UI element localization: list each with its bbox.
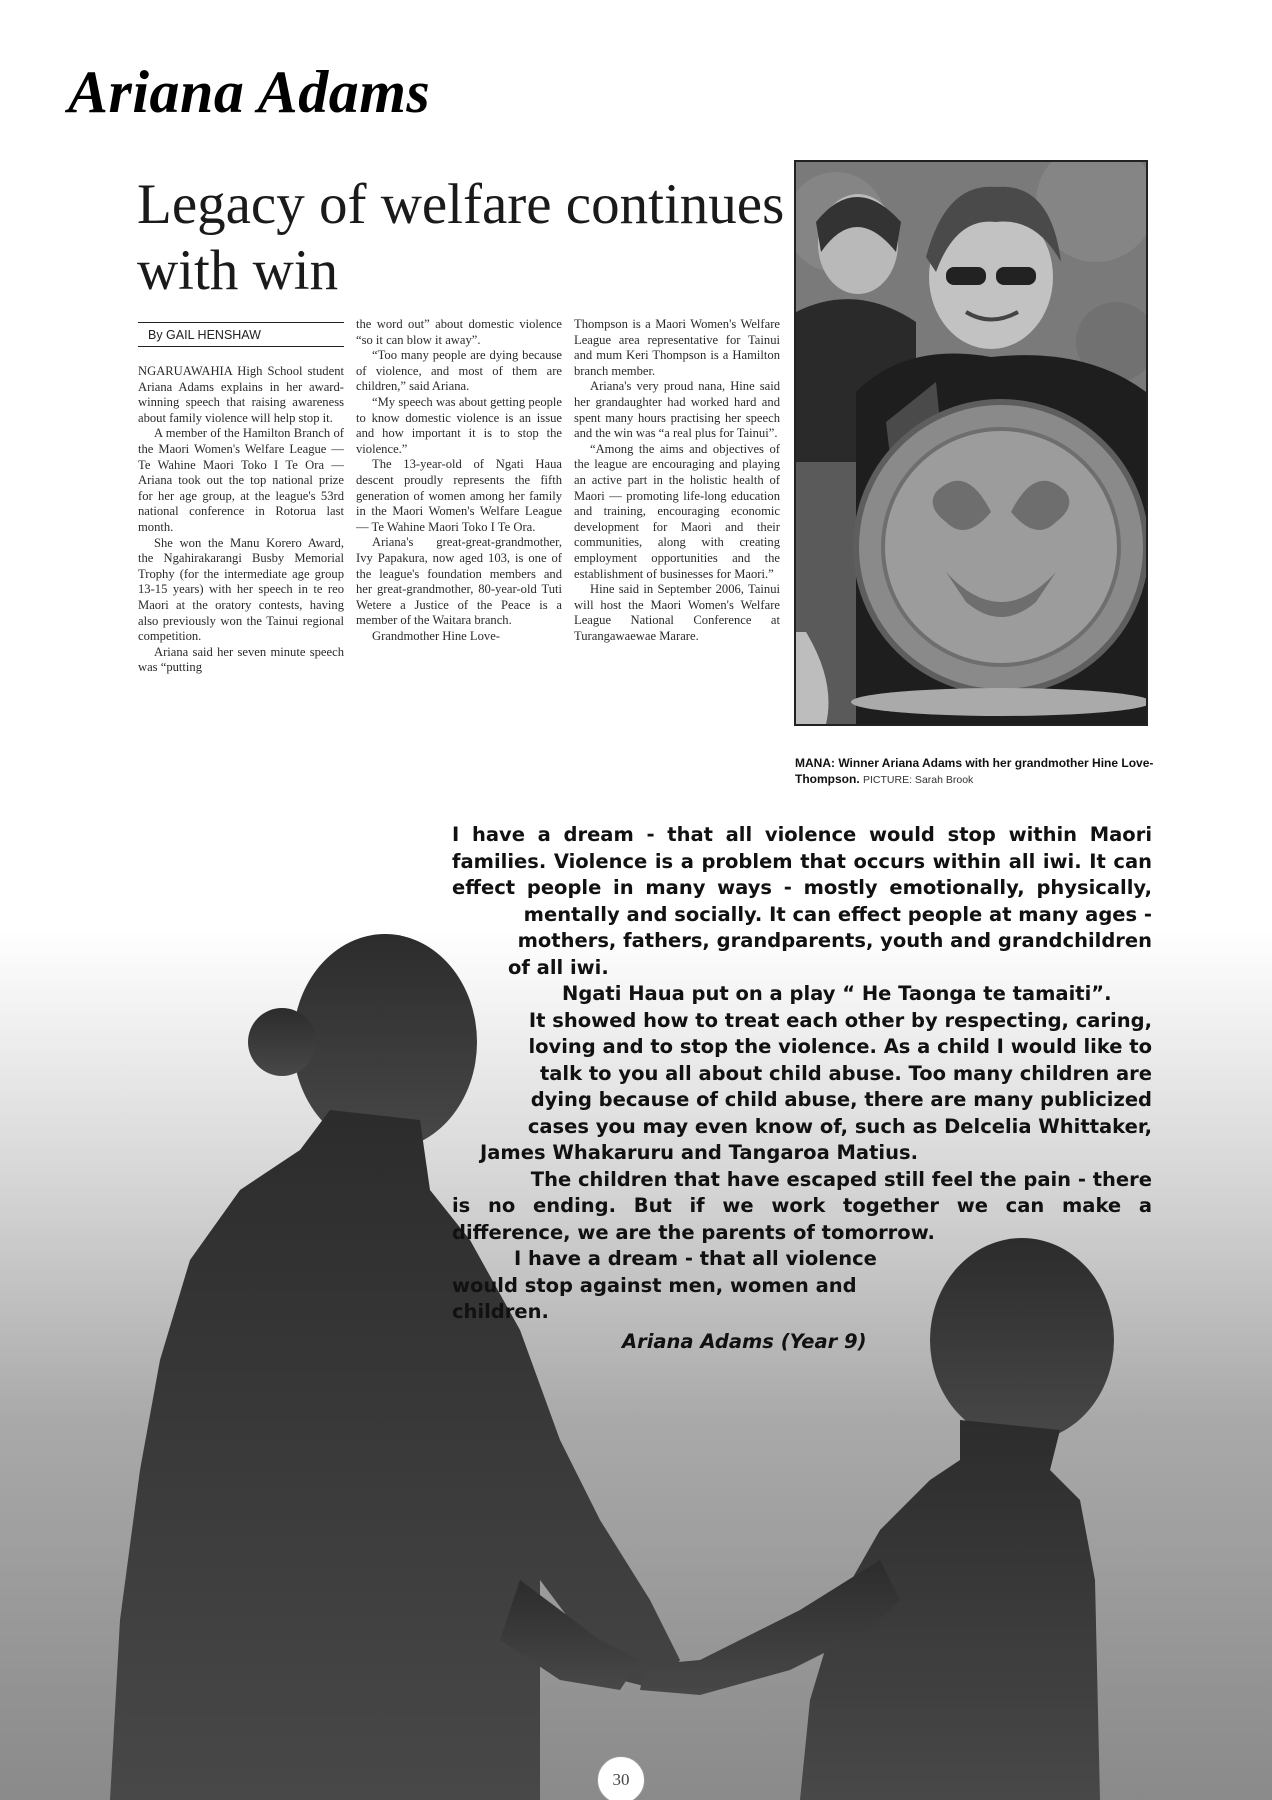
article-headline: Legacy of welfare continues with win (137, 173, 785, 302)
speech-line: mothers, fathers, grandparents, youth and grandchildren (517, 929, 1152, 952)
speech-line: is no ending. But if we work together we can make a (452, 1194, 1152, 1217)
speech-signature: Ariana Adams (Year 9) (622, 1329, 867, 1353)
article-photo (794, 160, 1148, 726)
speech-line: I have a dream - that all violence (514, 1247, 877, 1270)
article-paragraph: The 13-year-old of Ngati Haua descent proudly represents the fifth generation of women among her family in the Maori Women's Welfare League — Te Wahine Maori Toko I Te Ora. (356, 457, 562, 534)
article-paragraph: “Among the aims and objectives of the league are encouraging and playing an active part in the holistic health of Maori — promoting life-long education and training, encouraging economic development for Maori and their communities, along with creating employment opportunities and the establishment of businesses for Maori.” (574, 441, 780, 581)
article-column-1 (138, 364, 344, 676)
speech-line: cases you may even know of, such as Delcelia Whittaker, (527, 1114, 1152, 1138)
speech-line: I have a dream - that all violence would stop within Maori (452, 823, 1152, 846)
article-paragraph: She won the Manu Korero Award, the Ngahirakarangi Busby Memorial Trophy (for the intermediate age group 13-15 years) with her speech in te reo Maori at the oratory contests, having also previously won the Tainui regional competition. (138, 535, 344, 644)
byline: By GAIL HENSHAW (138, 322, 344, 347)
caption-text: MANA: Winner Ariana Adams with her grandmother Hine Love-Thompson. (795, 756, 1154, 786)
caption-credit: PICTURE: Sarah Brook (863, 774, 974, 786)
article-paragraph: NGARUAWAHIA High School student Ariana Adams explains in her award-winning speech that raising awareness about family violence will help stop it. (138, 364, 344, 425)
article-paragraph: A member of the Hamilton Branch of the Maori Women's Welfare League — Te Wahine Maori Toko I Te Ora — Ariana took out the top national prize for her age group, at the league's 53rd national conference in Rotorua last month. (138, 426, 344, 534)
article-paragraph: Grandmother Hine Love- (372, 628, 500, 643)
speech-line: effect people in many ways - mostly emotionally, physically, (452, 876, 1152, 899)
speech-line: would stop against men, women and (452, 1273, 857, 1297)
speech-line: talk to you all about child abuse. Too many children are (539, 1061, 1152, 1085)
article-paragraph: Thompson is a Maori Women's Welfare League area representative for Tainui and mum Keri Thompson is a Hamilton branch member. (574, 317, 780, 378)
article-paragraph: “Too many people are dying because of violence, and most of them are children,” said Ariana. (356, 348, 562, 394)
speech-line: It showed how to treat each other by respecting, caring, (528, 1008, 1152, 1032)
speech-line: dying because of child abuse, there are many publicized (530, 1088, 1152, 1111)
speech-line: loving and to stop the violence. As a child I would like to (528, 1035, 1152, 1058)
speech-line: families. Violence is a problem that occurs within all iwi. It can (452, 849, 1152, 873)
speech-line: children. (452, 1300, 549, 1323)
photo-caption (795, 755, 1155, 788)
article-paragraph: Ariana said her seven minute speech was “putting (138, 644, 344, 675)
page-title: Ariana Adams (68, 59, 431, 125)
article-paragraph: the word out” about domestic violence “so it can blow it away”. (356, 317, 562, 347)
article-paragraph: Ariana's very proud nana, Hine said her grandaughter had worked hard and spent many hours practising her speech and the win was “a real plus for Tainui”. (574, 379, 780, 441)
speech-line: Ngati Haua put on a play “ He Taonga te tamaiti”. (562, 982, 1112, 1005)
speech-line: difference, we are the parents of tomorrow. (452, 1220, 935, 1244)
speech-line: The children that have escaped still feel the pain - there (530, 1167, 1152, 1191)
article-paragraph: “My speech was about getting people to know domestic violence is an issue and how important it is to stop the violence.” (356, 394, 562, 456)
article-column-3 (574, 317, 780, 644)
article-paragraph: Hine said in September 2006, Tainui will host the Maori Women's Welfare League National Conference at Turangawaewae Marare. (574, 582, 780, 643)
speech-line: mentally and socially. It can effect people at many ages - (523, 902, 1152, 926)
article-column-2 (356, 317, 562, 644)
article-paragraph: Ariana's great-great-grandmother, Ivy Papakura, now aged 103, is one of the league's foundation members and her great-grandmother, 80-year-old Tuti Wetere a Justice of the Peace is a member of the Waitara branch. (356, 535, 562, 628)
speech-text (452, 822, 1152, 1355)
speech-line: James Whakaruru and Tangaroa Matius. (480, 1141, 918, 1164)
page-number: 30 (597, 1756, 645, 1800)
speech-line: of all iwi. (508, 955, 609, 979)
